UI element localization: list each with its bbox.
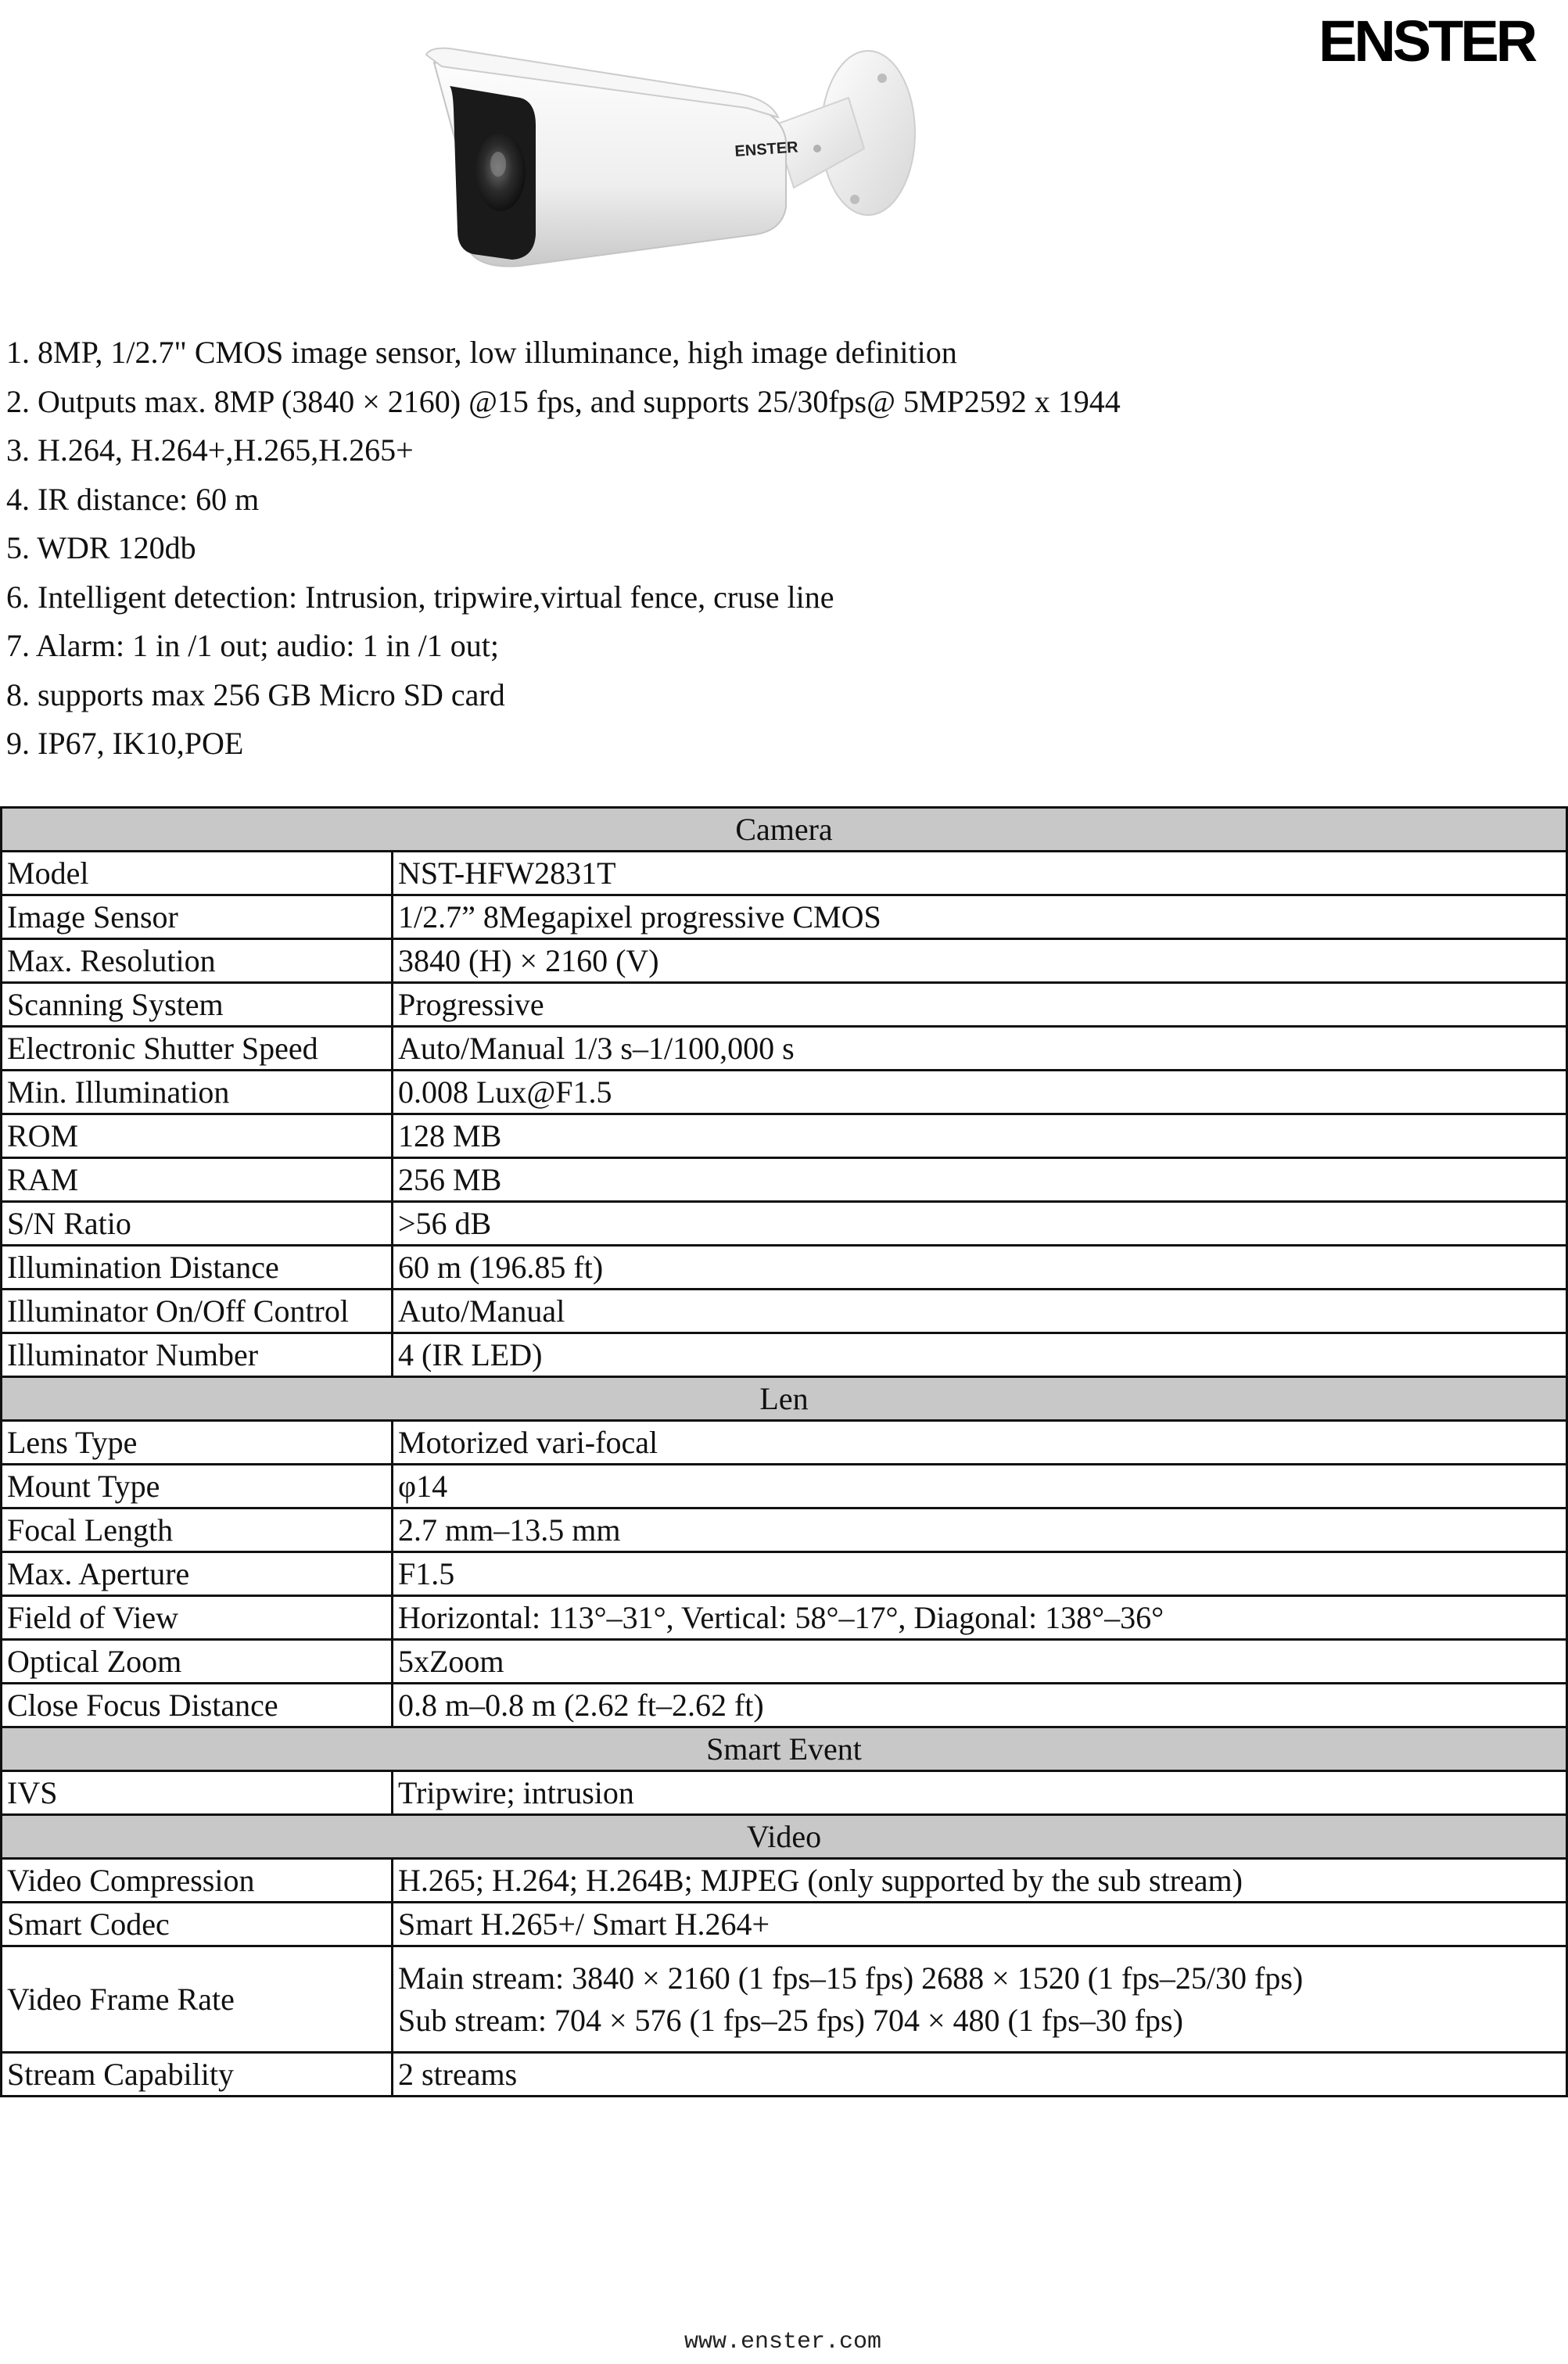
feature-item: 6. Intelligent detection: Intrusion, tripwire,virtual fence, cruse line — [6, 579, 834, 615]
spec-value: H.265; H.264; H.264B; MJPEG (only supported by the sub stream) — [393, 1859, 1567, 1903]
table-row — [2, 1465, 1567, 1508]
table-row — [2, 1333, 1567, 1377]
spec-label: Lens Type — [2, 1421, 393, 1465]
table-row — [2, 1027, 1567, 1071]
spec-value: 256 MB — [393, 1158, 1567, 1202]
camera-label: ENSTER — [734, 138, 799, 160]
table-row — [2, 1640, 1567, 1684]
spec-label: Field of View — [2, 1596, 393, 1640]
spec-label: Video Frame Rate — [2, 1946, 393, 2053]
enster-logo-icon — [1315, 0, 1535, 78]
footer-url: www.enster.com — [684, 2329, 882, 2355]
spec-label: Close Focus Distance — [2, 1684, 393, 1727]
spec-value: 1/2.7” 8Megapixel progressive CMOS — [393, 895, 1567, 939]
brand-logo — [1315, 0, 1535, 78]
spec-value: φ14 — [393, 1465, 1567, 1508]
table-row — [2, 1246, 1567, 1290]
spec-value: Smart H.265+/ Smart H.264+ — [393, 1903, 1567, 1946]
table-row — [2, 1158, 1567, 1202]
spec-label: Smart Codec — [2, 1903, 393, 1946]
spec-label: Model — [2, 852, 393, 895]
spec-value: 2 streams — [393, 2053, 1567, 2097]
section-header-camera — [2, 808, 1567, 852]
spec-value: NST-HFW2831T — [393, 852, 1567, 895]
spec-label: Illuminator Number — [2, 1333, 393, 1377]
spec-label: Image Sensor — [2, 895, 393, 939]
spec-table — [0, 806, 1568, 2097]
table-row — [2, 852, 1567, 895]
feature-list — [6, 328, 1492, 769]
spec-label: Electronic Shutter Speed — [2, 1027, 393, 1071]
spec-value: 5xZoom — [393, 1640, 1567, 1684]
spec-label: Focal Length — [2, 1508, 393, 1552]
product-image — [426, 31, 966, 301]
section-title: Camera — [2, 808, 1567, 852]
spec-value: 128 MB — [393, 1114, 1567, 1158]
spec-value: Motorized vari-focal — [393, 1421, 1567, 1465]
spec-value: 2.7 mm–13.5 mm — [393, 1508, 1567, 1552]
spec-value — [393, 1946, 1567, 2053]
table-row — [2, 1114, 1567, 1158]
table-row — [2, 895, 1567, 939]
table-row — [2, 939, 1567, 983]
spec-value-line: Sub stream: 704 × 576 (1 fps–25 fps) 704 × 480 (1 fps–30 fps) — [398, 2002, 1183, 2038]
table-row — [2, 1508, 1567, 1552]
table-row — [2, 1421, 1567, 1465]
spec-label: Stream Capability — [2, 2053, 393, 2097]
spec-label: S/N Ratio — [2, 1202, 393, 1246]
table-row — [2, 2053, 1567, 2097]
table-row — [2, 1903, 1567, 1946]
spec-value: 3840 (H) × 2160 (V) — [393, 939, 1567, 983]
table-row — [2, 1596, 1567, 1640]
spec-label: Illuminator On/Off Control — [2, 1290, 393, 1333]
table-row — [2, 1290, 1567, 1333]
spec-label: Max. Resolution — [2, 939, 393, 983]
table-row — [2, 1202, 1567, 1246]
spec-value: >56 dB — [393, 1202, 1567, 1246]
table-row — [2, 1071, 1567, 1114]
spec-value: 0.8 m–0.8 m (2.62 ft–2.62 ft) — [393, 1684, 1567, 1727]
bullet-camera-icon — [426, 31, 966, 301]
spec-label: Scanning System — [2, 983, 393, 1027]
section-header-smart-event — [2, 1727, 1567, 1771]
table-row — [2, 1859, 1567, 1903]
section-header-video — [2, 1815, 1567, 1859]
spec-value: Auto/Manual — [393, 1290, 1567, 1333]
section-header-len — [2, 1377, 1567, 1421]
feature-item: 9. IP67, IK10,POE — [6, 726, 244, 761]
spec-label: ROM — [2, 1114, 393, 1158]
spec-value: F1.5 — [393, 1552, 1567, 1596]
spec-value: Progressive — [393, 983, 1567, 1027]
spec-label: Optical Zoom — [2, 1640, 393, 1684]
spec-value: 4 (IR LED) — [393, 1333, 1567, 1377]
feature-item: 1. 8MP, 1/2.7" CMOS image sensor, low illuminance, high image definition — [6, 335, 957, 370]
feature-item: 3. H.264, H.264+,H.265,H.265+ — [6, 432, 414, 468]
logo-text: ENSTER — [1319, 9, 1535, 74]
table-row — [2, 1771, 1567, 1815]
spec-label: Max. Aperture — [2, 1552, 393, 1596]
spec-label: RAM — [2, 1158, 393, 1202]
spec-value-line: Main stream: 3840 × 2160 (1 fps–15 fps) 2688 × 1520 (1 fps–25/30 fps) — [398, 1960, 1304, 1996]
section-title: Video — [2, 1815, 1567, 1859]
spec-value: Horizontal: 113°–31°, Vertical: 58°–17°, Diagonal: 138°–36° — [393, 1596, 1567, 1640]
feature-item: 7. Alarm: 1 in /1 out; audio: 1 in /1 out; — [6, 628, 499, 663]
spec-value: Tripwire; intrusion — [393, 1771, 1567, 1815]
spec-label: Mount Type — [2, 1465, 393, 1508]
spec-label: Min. Illumination — [2, 1071, 393, 1114]
spec-label: Illumination Distance — [2, 1246, 393, 1290]
spec-label: IVS — [2, 1771, 393, 1815]
spec-value: Auto/Manual 1/3 s–1/100,000 s — [393, 1027, 1567, 1071]
feature-item: 4. IR distance: 60 m — [6, 481, 260, 517]
table-row — [2, 1946, 1567, 2053]
feature-item: 2. Outputs max. 8MP (3840 × 2160) @15 fps, and supports 25/30fps@ 5MP2592 x 1944 — [6, 383, 1121, 419]
feature-item: 5. WDR 120db — [6, 530, 196, 565]
spec-label: Video Compression — [2, 1859, 393, 1903]
table-row — [2, 983, 1567, 1027]
section-title: Smart Event — [2, 1727, 1567, 1771]
section-title: Len — [2, 1377, 1567, 1421]
spec-value: 0.008 Lux@F1.5 — [393, 1071, 1567, 1114]
table-row — [2, 1552, 1567, 1596]
feature-item: 8. supports max 256 GB Micro SD card — [6, 676, 505, 712]
table-row — [2, 1684, 1567, 1727]
spec-value: 60 m (196.85 ft) — [393, 1246, 1567, 1290]
